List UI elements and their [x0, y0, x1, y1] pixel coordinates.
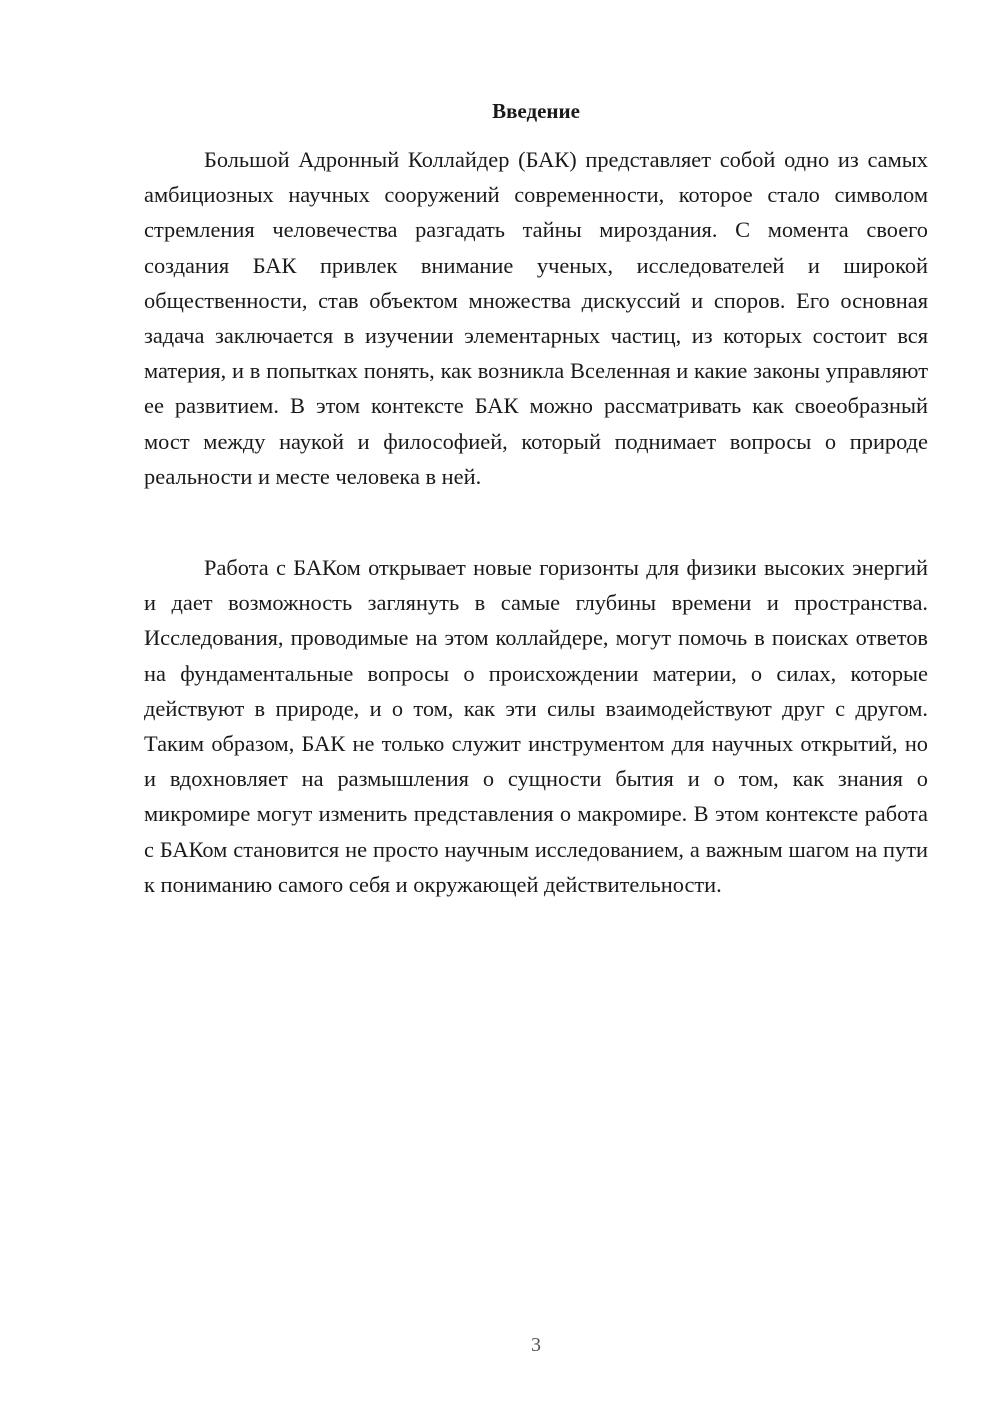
paragraph-2: Работа с БАКом открывает новые горизонты для физики высоких энергий и дает возможность заглянуть в самые глубины времени и пространства. Исследования, проводимые на этом коллайдере, могут помочь в поисках ответов на фундаментальные вопросы о происхождении материи, о силах, которые действуют в природе, и о том, как эти силы взаимодействуют друг с другом. Таким образом, БАК не только служит инструментом для научных открытий, но и вдохновляет на размышления о сущности бытия и о том, как знания о микромире могут изменить представления о макромире. В этом контексте работа с БАКом становится не просто научным исследованием, а важным шагом на пути к пониманию самого себя и окружающей действительности. [144, 555, 928, 897]
page-number: 3 [531, 1334, 541, 1356]
paragraph-1: Большой Адронный Коллайдер (БАК) представляет собой одно из самых амбициозных научных сооружений современности, которое стало символом стремления человечества разгадать тайны мироздания. С момента своего создания БАК привлек внимание ученых, исследователей и широкой общественности, став объектом множества дискуссий и споров. Его основная задача заключается в изучении элементарных частиц, из которых состоит вся материя, и в попытках понять, как возникла Вселенная и какие законы управляют ее развитием. В этом контексте БАК можно рассматривать как своеобразный мост между наукой и философией, который поднимает вопросы о природе реальности и месте человека в ней. [144, 147, 928, 489]
section-heading: Введение [492, 99, 580, 123]
